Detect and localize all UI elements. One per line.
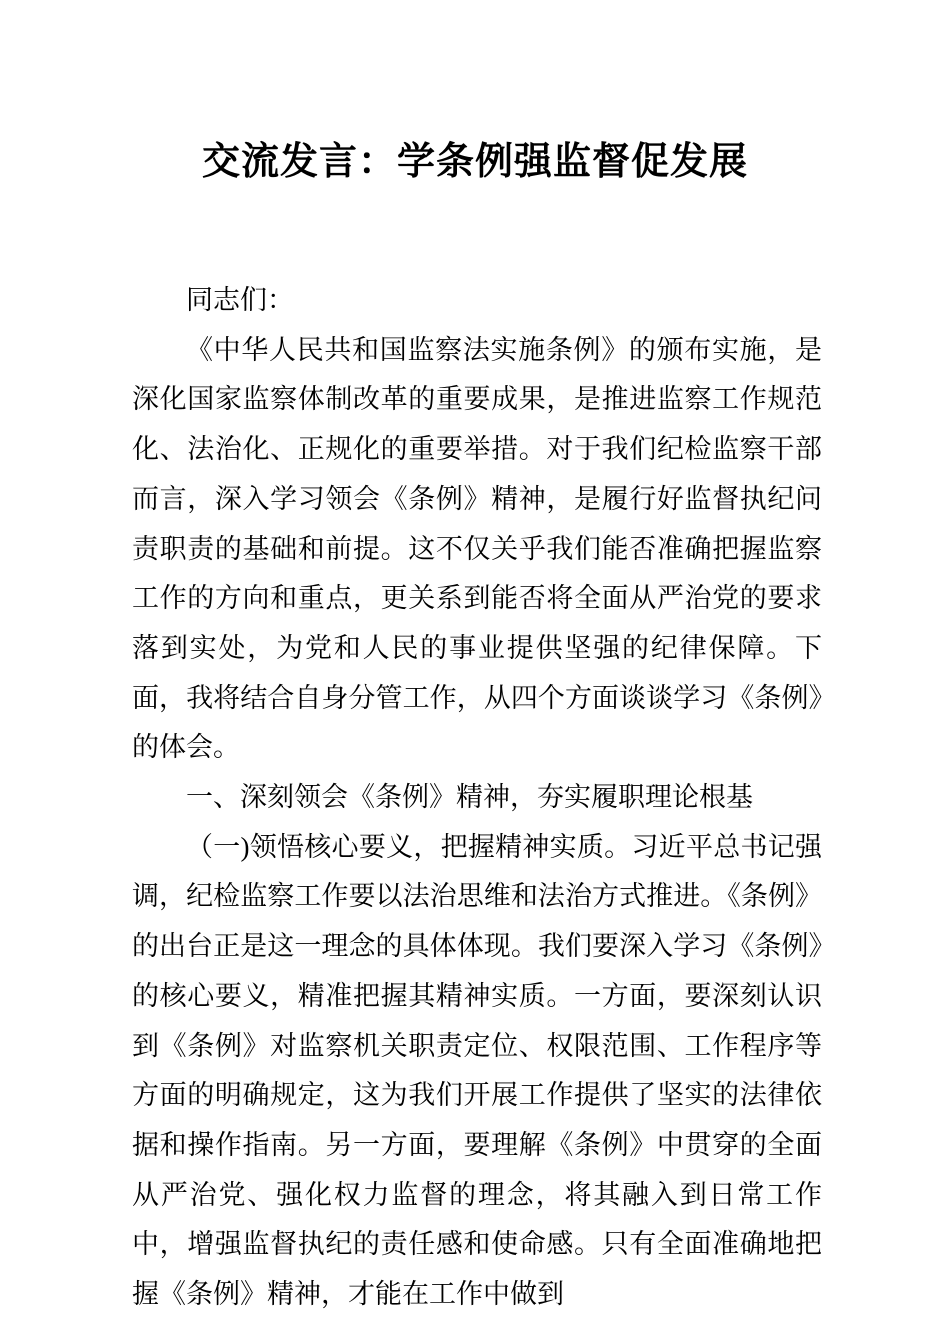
document-title: 交流发言：学条例强监督促发展	[201, 141, 748, 183]
paragraph-section-one-body: （一)领悟核心要义，把握精神实质。习近平总书记强调，纪检监察工作要以法治思维和法治方式推进。《条例》的出台正是这一理念的具体体现。我们要深入学习《条例》的核心要义，精准把握其精神实质。一方面，要深刻认识到《条例》对监察机关职责定位、权限范围、工作程序等方面的明确规定，这为我们开展工作提供了坚实的法律依据和操作指南。另一方面，要理解《条例》中贯穿的全面从严治党、强化权力监督的理念，将其融入到日常工作中，增强监督执纪的责任感和使命感。只有全面准确地把握《条例》精神，才能在工作中做到	[132, 831, 822, 1310]
document-body	[132, 276, 822, 1320]
paragraph-introduction: 《中华人民共和国监察法实施条例》的颁布实施，是深化国家监察体制改革的重要成果，是推进监察工作规范化、法治化、正规化的重要举措。对于我们纪检监察干部而言，深入学习领会《条例》精神，是履行好监督执纪问责职责的基础和前提。这不仅关乎我们能否准确把握监察工作的方向和重点，更关系到能否将全面从严治党的要求落到实处，为党和人民的事业提供坚强的纪律保障。下面，我将结合自身分管工作，从四个方面谈谈学习《条例》的体会。	[132, 334, 822, 763]
paragraph-section-one-heading: 一、深刻领会《条例》精神，夯实履职理论根基	[186, 782, 753, 813]
paragraph-salutation: 同志们：	[186, 285, 294, 315]
